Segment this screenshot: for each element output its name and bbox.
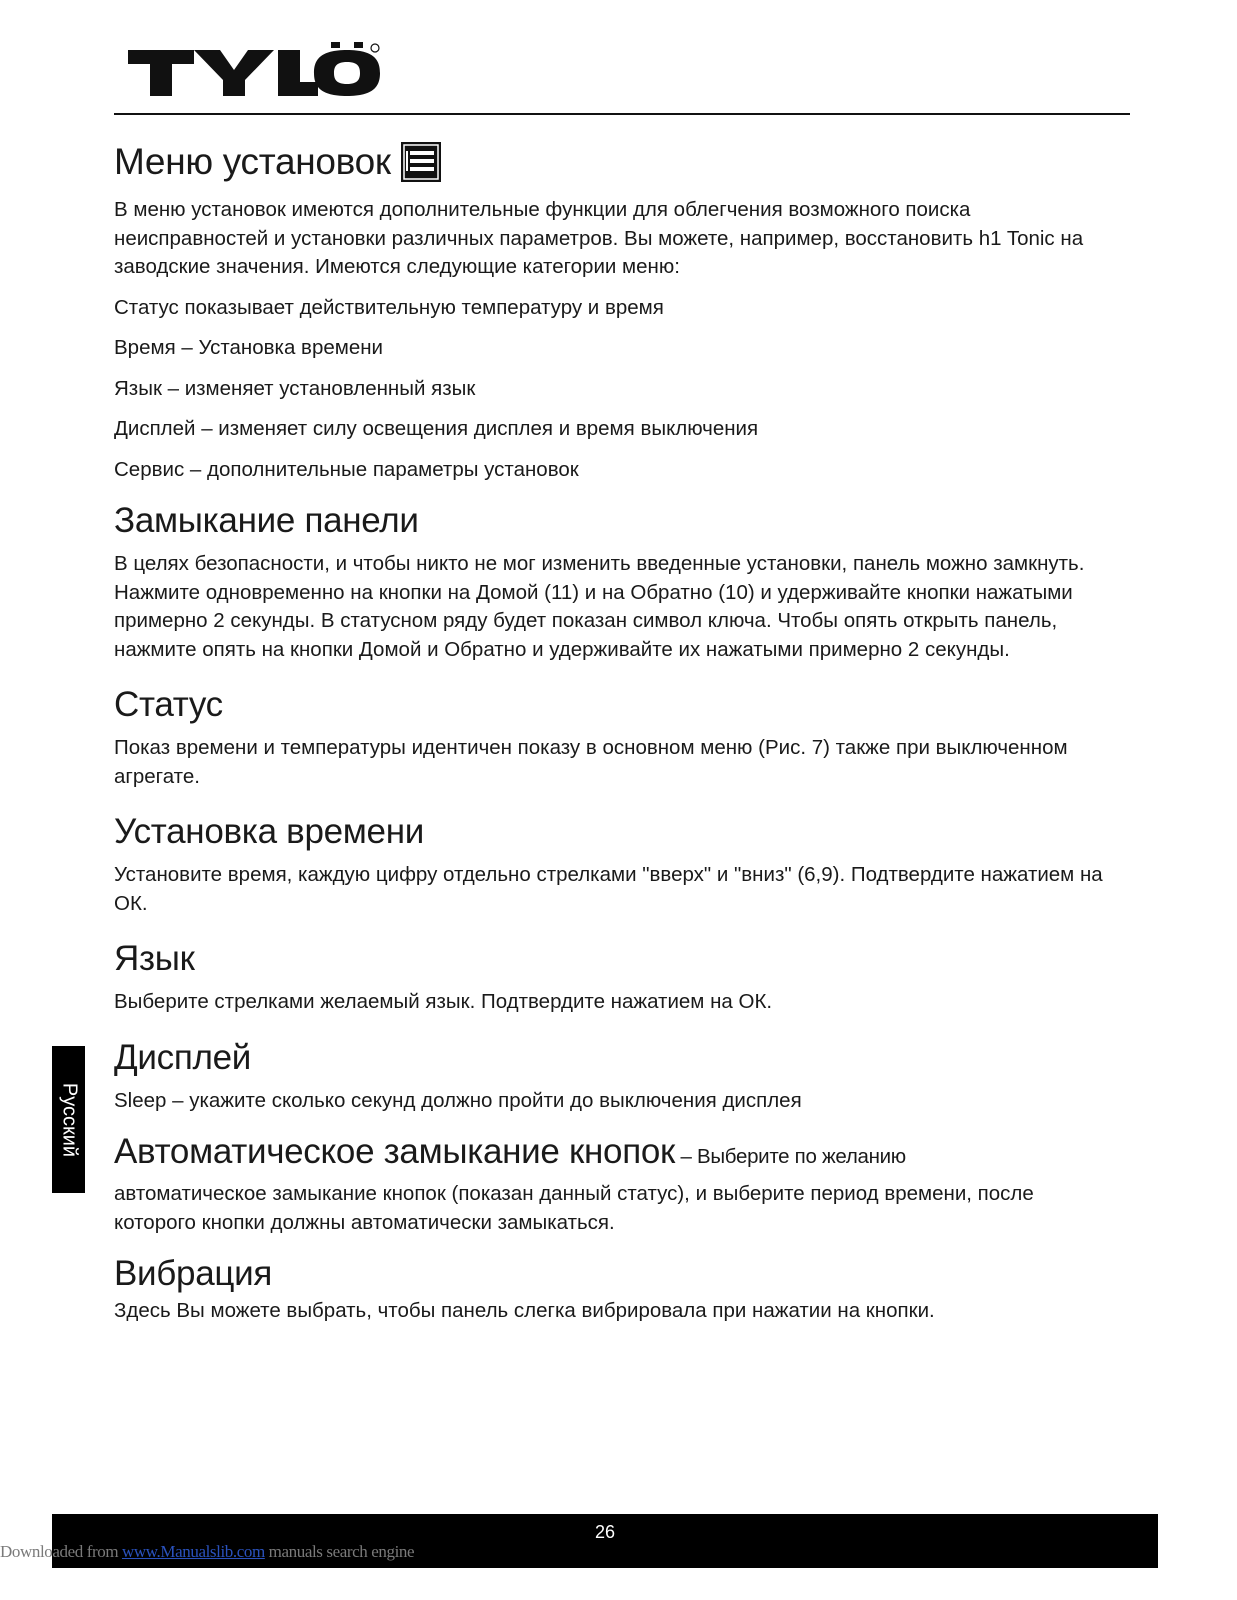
section-title-auto-lock <box>114 1129 1114 1180</box>
download-suffix: manuals search engine <box>264 1542 415 1561</box>
language-side-tab-label: Русский <box>58 1082 80 1157</box>
menu-item-language: Язык – изменяет установленный язык <box>114 376 476 400</box>
manualslib-link[interactable]: www.Manualslib.com <box>122 1542 265 1561</box>
section-title-status: Статус <box>114 685 223 724</box>
language-text: Выберите стрелками желаемый язык. Подтвердите нажатием на ОК. <box>114 990 773 1013</box>
display-text: Sleep – укажите сколько секунд должно пройти до выключения дисплея <box>114 1088 802 1112</box>
settings-menu-intro: В меню установок имеются дополнительные функции для облегчения возможного поиска неисправностей и установки различных параметров. Вы можете, например, восстановить h1 Tonic на заводские значения. Имеются следующие категории меню: <box>114 198 1084 278</box>
section-title-language: Язык <box>114 939 195 978</box>
menu-item-display: Дисплей – изменяет силу освещения дисплея и время выключения <box>114 417 759 440</box>
status-text: Показ времени и температуры идентичен показу в основном меню (Рис. 7) также при выключенном агрегате. <box>114 736 1068 788</box>
auto-lock-text: автоматическое замыкание кнопок (показан данный статус), и выберите период времени, после которого кнопки должны автоматически замыкаться. <box>114 1182 1034 1234</box>
section-title-panel-lock: Замыкание панели <box>114 501 419 540</box>
panel-lock-text: В целях безопасности, и чтобы никто не мог изменить введенные установки, панель можно замкнуть. Нажмите одновременно на кнопки на Домой (11) и на Обратно (10) и удерживайте кнопки нажатыми примерно 2 секунды. В статусном ряду будет показан символ ключа. Чтобы опять открыть панель, нажмите опять на кнопки Домой и Обратно и удерживайте их нажатыми примерно 2 секунды. <box>114 552 1085 661</box>
menu-title-row <box>114 138 1114 186</box>
menu-item-status: Статус показывает действительную температуру и время <box>114 295 664 319</box>
menu-item-service: Сервис – дополнительные параметры установок <box>114 457 579 481</box>
auto-lock-title-tail: – Выберите по желанию <box>675 1145 906 1168</box>
section-title-vibration: Вибрация <box>114 1254 273 1293</box>
section-title-display: Дисплей <box>114 1037 252 1077</box>
time-setting-text: Установите время, каждую цифру отдельно стрелками "вверх" и "вниз" (6,9). Подтвердите нажатием на ОК. <box>114 863 1103 915</box>
header-rule <box>114 113 1130 115</box>
auto-lock-title: Автоматическое замыкание кнопок <box>114 1132 676 1171</box>
tylo-logo <box>128 42 380 102</box>
page-number: 26 <box>594 1522 616 1542</box>
language-side-tab <box>52 1046 85 1193</box>
section-title-time-setting: Установка времени <box>114 812 424 851</box>
download-notice <box>0 1542 414 1562</box>
document-body <box>114 138 1114 1326</box>
vibration-text: Здесь Вы можете выбрать, чтобы панель слегка вибрировала при нажатии на кнопки. <box>114 1299 935 1322</box>
menu-item-time: Время – Установка времени <box>114 336 384 359</box>
download-prefix: Downloaded from <box>0 1542 123 1561</box>
section-title-settings-menu: Меню установок <box>114 141 391 182</box>
settings-menu-icon <box>401 142 441 182</box>
